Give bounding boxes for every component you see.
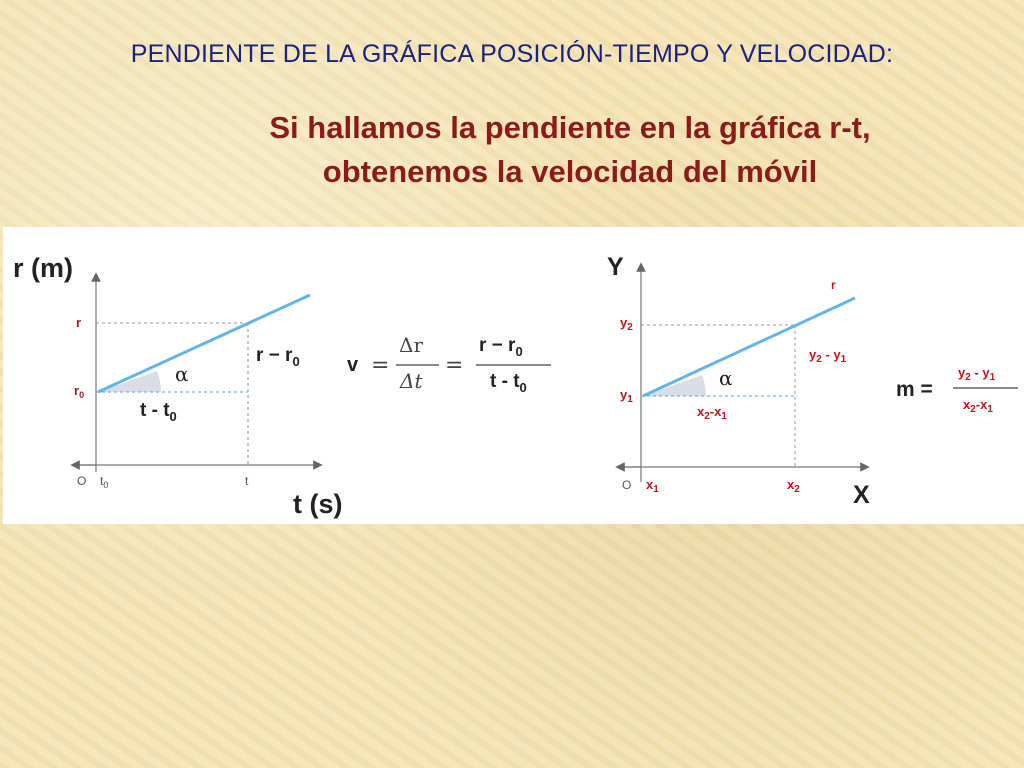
velocity-denominator: t - $t_0$ (490, 371, 527, 395)
subtitle-line-2: obtenemos la velocidad del móvil (322, 154, 818, 189)
slide-heading: PENDIENTE DE LA GRÁFICA POSICIÓN-TIEMPO Y VELOCIDAD: (130, 40, 894, 68)
left-t-label: t (245, 474, 249, 488)
left-y-axis-label: r (m) (13, 253, 73, 283)
right-x1-label: $x_1$ (646, 477, 659, 495)
right-line-label: r (831, 278, 836, 292)
velocity-v: v (347, 354, 359, 376)
right-y2-label: $y_2$ (620, 315, 633, 333)
left-r-label: r (76, 315, 82, 330)
right-dy-label: $y_2 - y_1$ (809, 347, 847, 365)
slope-m-label: m = (896, 378, 933, 401)
slope-formula (896, 365, 1018, 415)
left-graph (13, 253, 343, 519)
left-dt-label: t - $t_0$ (140, 400, 177, 424)
right-angle-label: α (719, 366, 733, 390)
velocity-numerator: $r - r_0$ (479, 335, 523, 359)
left-origin-label: O (77, 474, 87, 488)
right-y1-label: $y_1$ (620, 387, 633, 405)
right-dx-label: $x_2-x_1$ (697, 404, 727, 422)
diagram-panel (3, 227, 1024, 524)
right-graph (607, 253, 870, 509)
left-x-axis-label: t (s) (293, 489, 343, 519)
left-r0-label: $r_0$ (74, 383, 85, 400)
velocity-formula (347, 333, 551, 395)
subtitle-line-1: Si hallamos la pendiente en la gráfica r-t, (269, 110, 871, 145)
right-y-axis-label: Y (607, 253, 624, 281)
velocity-equals-2: = (445, 353, 464, 378)
right-x-axis-label: X (853, 481, 870, 509)
right-origin-label: O (622, 478, 632, 492)
left-position-line (98, 295, 310, 392)
velocity-delta-t: Δt (400, 369, 423, 393)
slope-denominator: $x_2-x_1$ (963, 397, 993, 415)
left-t0-label: $t_0$ (100, 474, 109, 490)
right-x2-label: $x_2$ (787, 477, 800, 495)
velocity-equals-1: = (371, 353, 390, 378)
left-dr-label: $r - r_0$ (256, 345, 300, 369)
left-angle-label: α (175, 362, 189, 386)
velocity-delta-r: Δr (399, 333, 424, 357)
slope-numerator: $y_2 - y_1$ (958, 365, 996, 383)
diagram-canvas (3, 227, 1024, 524)
slide-subtitle (190, 106, 950, 194)
